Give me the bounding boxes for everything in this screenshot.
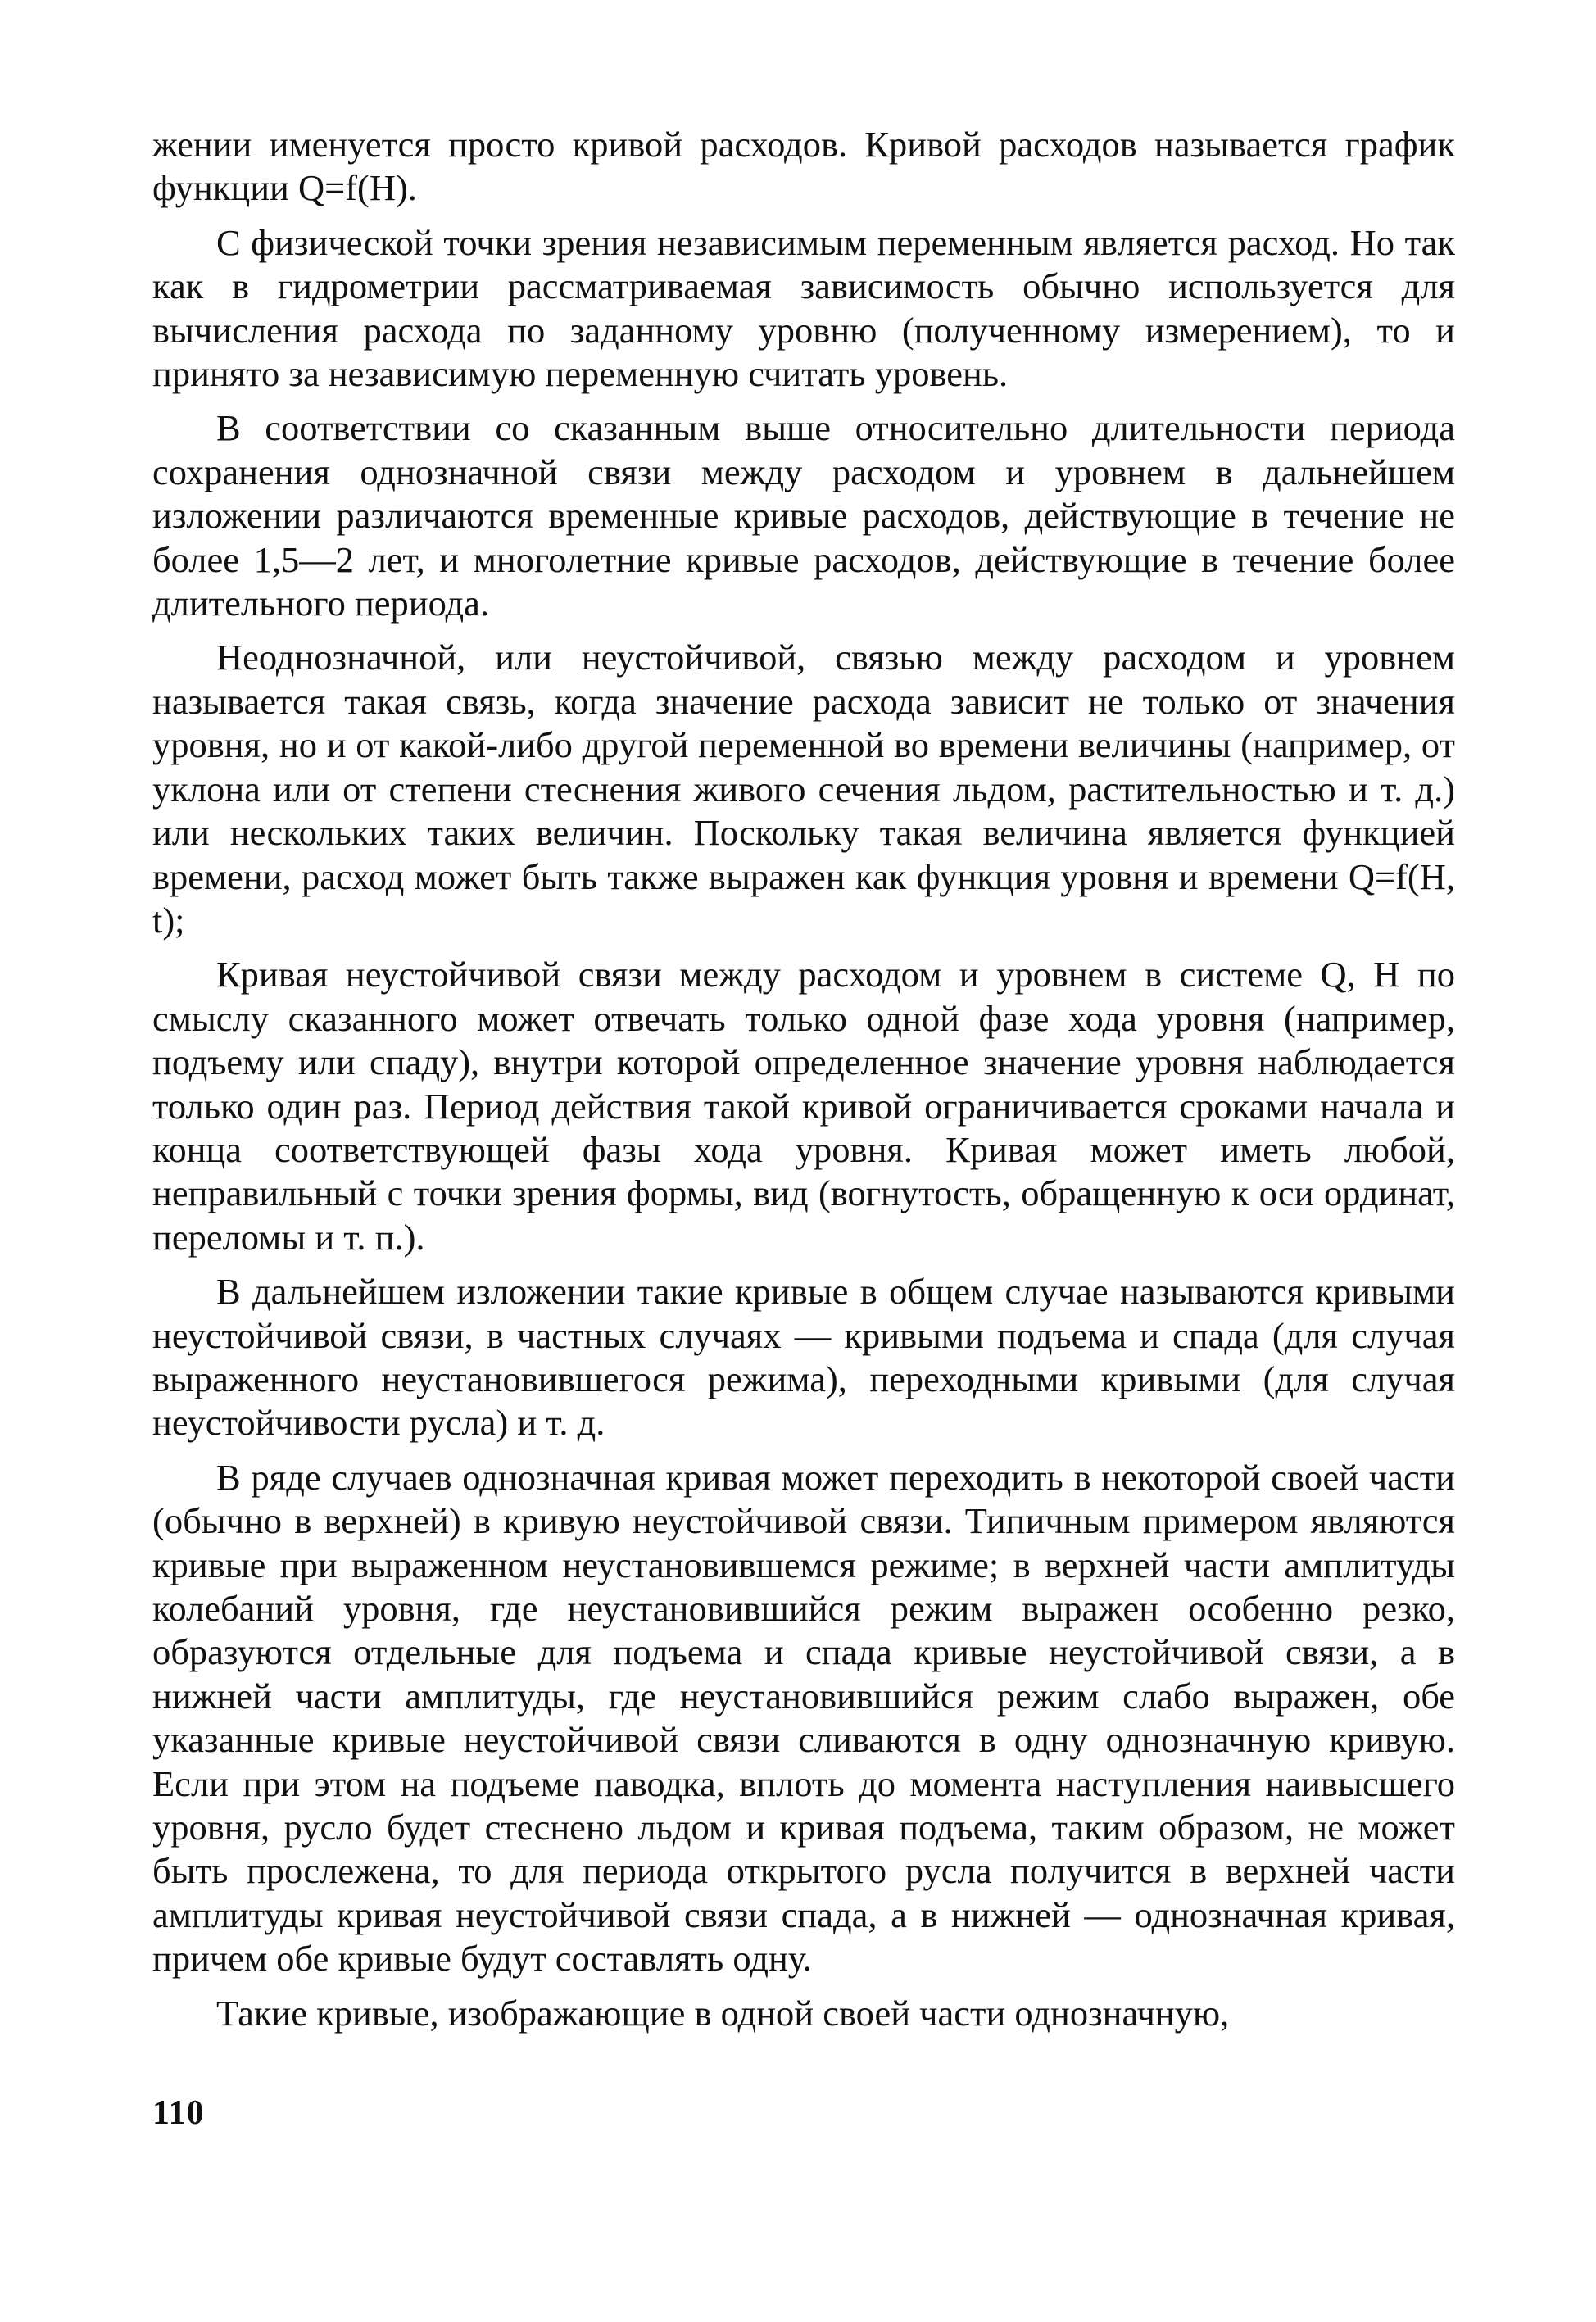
paragraph-unstable-curve: Кривая неустойчивой связи между расходом и уровнем в системе Q, H по смыслу сказанного может отвечать только одной фазе хода уровня (например, подъему или спаду), внутри которой определенное значение уровня наблюдается только один раз. Период действия такой кривой ограничивается сроками начала и конца соответствующей фазы хода уровня. Кривая может иметь любой, неправильный с точки зрения формы, вид (вогнутость, обращенную к оси ординат, переломы и т. п.). — [152, 954, 1455, 1258]
paragraph-transition-cases: В ряде случаев однозначная кривая может переходить в некоторой своей части (обычно в верхней) в кривую неустойчивой связи. Типичным примером являются кривые при выраженном неустановившемся режиме; в верхней части амплитуды колебаний уровня, где неустановившийся режим выражен особенно резко, образуются отдельные для подъема и спада кривые неустойчивой связи, а в нижней части амплитуды, где неустановившийся режим слабо выражен, обе указанные кривые неустойчивой связи сливаются в одну однозначную кривую. Если при этом на подъеме паводка, вплоть до момента наступления наивысшего уровня, русло будет стеснено льдом и кривая подъема, таким образом, не может быть прослежена, то для периода открытого русла получится в верхней части амплитуды кривая неустойчивой связи спада, а в нижней — однозначная кривая, причем обе кривые будут составлять одну. — [152, 1456, 1455, 1980]
page-number: 110 — [152, 2094, 205, 2132]
paragraph-final-line: Такие кривые, изображающие в одной своей части однозначную, — [216, 1992, 1230, 2034]
paragraph-physical-viewpoint: С физической точки зрения независимым переменным является расход. Но так как в гидрометрии рассматриваемая зависимость обычно используется для вычисления расхода по заданному уровню (полученному измерением), то и принято за независимую переменную считать уровень. — [152, 221, 1455, 395]
paragraph-continuation: жении именуется просто кривой расходов. Кривой расходов называется график функции Q=f(H). — [152, 124, 1455, 209]
paragraph-temporary-curves: В соответствии со сказанным выше относительно длительности периода сохранения однозначной связи между расходом и уровнем в дальнейшем изложении различаются временные кривые расходов, действующие в течение не более 1,5—2 лет, и многолетние кривые расходов, действующие в течение более длительного периода. — [152, 407, 1455, 624]
paragraph-curve-naming: В дальнейшем изложении такие кривые в общем случае называются кривыми неустойчивой связи, в частных случаях — кривыми подъема и спада (для случая выраженного неустановившегося режима), переходными кривыми (для случая неустойчивости русла) и т. д. — [152, 1271, 1455, 1444]
page-body — [152, 123, 1455, 2035]
paragraph-ambiguous-relation: Неоднозначной, или неустойчивой, связью между расходом и уровнем называется такая связь, когда значение расхода зависит не только от значения уровня, но и от какой-либо другой переменной во времени величины (например, от уклона или от степени стеснения живого сечения льдом, растительностью и т. д.) или нескольких таких величин. Поскольку такая величина является функцией времени, расход может быть также выражен как функция уровня и времени Q=f(H, t); — [152, 637, 1455, 941]
